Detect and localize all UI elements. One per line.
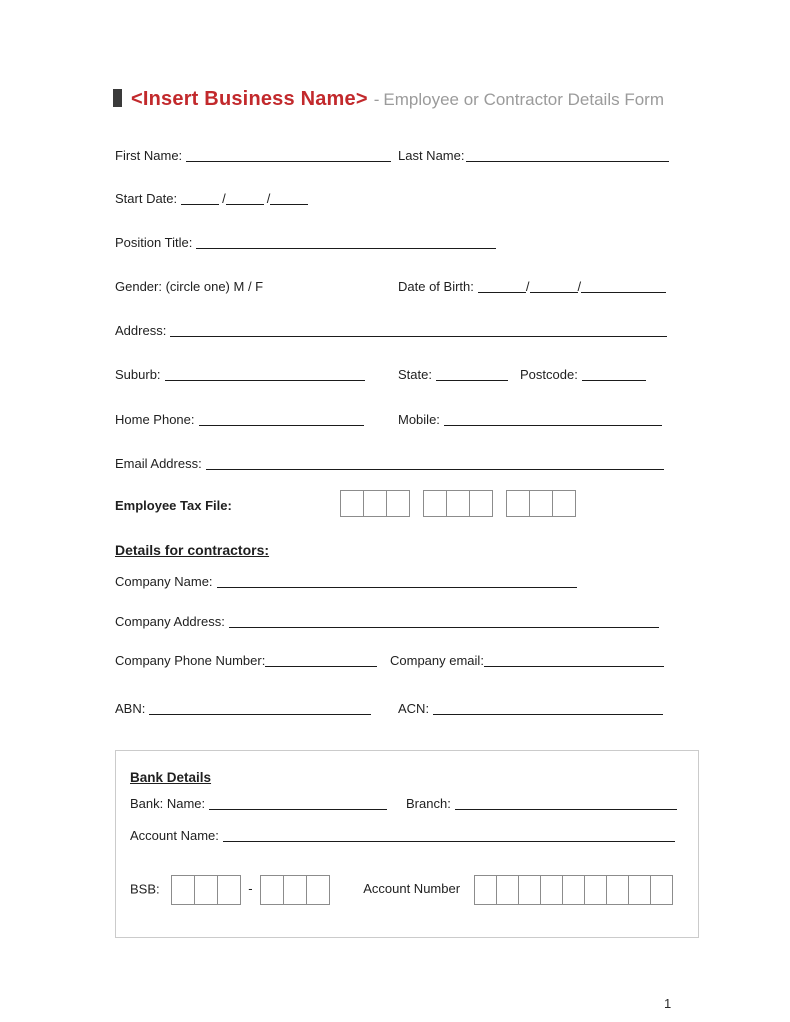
digit-cell[interactable] (306, 875, 330, 905)
company-name-label: Company Name: (115, 574, 213, 589)
dob-day-field[interactable] (478, 280, 526, 293)
abn-label: ABN: (115, 701, 146, 716)
digit-cell[interactable] (628, 875, 651, 905)
bank-name-branch-row (130, 795, 451, 812)
company-name-row (115, 573, 700, 590)
company-email-field[interactable] (484, 654, 664, 667)
bsb-account-number-row (130, 875, 673, 905)
account-number-label: Account Number (363, 881, 461, 897)
postcode-field[interactable] (582, 368, 646, 381)
mobile-field[interactable] (444, 413, 662, 426)
bsb-separator: - (248, 881, 253, 897)
account-name-row (130, 827, 675, 844)
digit-cell[interactable] (506, 490, 530, 517)
tax-file-row (115, 497, 700, 514)
mobile-label: Mobile: (398, 412, 440, 427)
position-title-row (115, 234, 700, 251)
bank-details-heading: Bank Details (130, 770, 212, 785)
digit-cell[interactable] (283, 875, 307, 905)
first-name-field[interactable] (186, 149, 391, 162)
bank-details-box (115, 750, 699, 938)
email-address-label: Email Address: (115, 456, 202, 471)
email-row (115, 455, 700, 472)
date-of-birth-label: Date of Birth: (398, 279, 474, 294)
digit-cell[interactable] (606, 875, 629, 905)
contractors-section-heading-row (115, 542, 700, 559)
gender-dob-row (115, 278, 700, 295)
account-number-boxes (474, 875, 673, 905)
abn-field[interactable] (149, 702, 371, 715)
suburb-label: Suburb: (115, 367, 161, 382)
company-phone-label: Company Phone Number: (115, 653, 266, 668)
company-address-label: Company Address: (115, 614, 225, 629)
home-phone-label: Home Phone: (115, 412, 195, 427)
company-name-field[interactable] (217, 575, 577, 588)
name-row (115, 147, 700, 164)
email-address-field[interactable] (206, 457, 664, 470)
digit-cell[interactable] (469, 490, 493, 517)
form-header (113, 88, 664, 111)
branch-label: Branch: (406, 796, 451, 811)
date-slash: / (525, 279, 530, 294)
digit-cell[interactable] (474, 875, 497, 905)
tax-file-boxes (340, 490, 576, 517)
digit-cell[interactable] (260, 875, 284, 905)
start-date-year-field[interactable] (270, 192, 308, 205)
digit-cell[interactable] (363, 490, 387, 517)
date-slash: / (577, 279, 582, 294)
start-date-month-field[interactable] (226, 192, 264, 205)
digit-cell[interactable] (194, 875, 218, 905)
last-name-label: Last Name: (398, 148, 465, 163)
account-name-label: Account Name: (130, 828, 219, 843)
suburb-field[interactable] (165, 368, 365, 381)
digit-cell[interactable] (650, 875, 673, 905)
tax-file-boxes-group-2 (423, 490, 493, 517)
business-name-placeholder: <Insert Business Name> (131, 88, 368, 110)
bank-name-label: Bank: Name: (130, 796, 206, 811)
tax-file-boxes-group-1 (340, 490, 410, 517)
address-field[interactable] (170, 324, 667, 337)
branch-field[interactable] (455, 797, 677, 810)
account-name-field[interactable] (223, 829, 675, 842)
digit-cell[interactable] (340, 490, 364, 517)
company-email-label: Company email: (390, 653, 484, 668)
company-phone-field[interactable] (265, 654, 377, 667)
employee-tax-file-label: Employee Tax File: (115, 498, 232, 513)
digit-cell[interactable] (171, 875, 195, 905)
gender-label: Gender: (circle one) (115, 279, 230, 294)
acn-field[interactable] (433, 702, 663, 715)
digit-cell[interactable] (562, 875, 585, 905)
digit-cell[interactable] (540, 875, 563, 905)
digit-cell[interactable] (423, 490, 447, 517)
company-address-field[interactable] (229, 615, 659, 628)
suburb-state-postcode-row (115, 366, 700, 383)
postcode-label: Postcode: (520, 367, 578, 382)
contractors-heading: Details for contractors: (115, 542, 270, 558)
digit-cell[interactable] (584, 875, 607, 905)
state-field[interactable] (436, 368, 508, 381)
date-slash: / (222, 191, 226, 206)
company-phone-email-row (115, 652, 700, 669)
digit-cell[interactable] (386, 490, 410, 517)
bsb-boxes-group-1 (171, 875, 241, 905)
acn-label: ACN: (398, 701, 430, 716)
digit-cell[interactable] (217, 875, 241, 905)
header-separator: - (373, 90, 380, 109)
digit-cell[interactable] (529, 490, 553, 517)
header-bar-icon (113, 89, 122, 107)
digit-cell[interactable] (496, 875, 519, 905)
phone-row (115, 411, 700, 428)
dob-month-field[interactable] (530, 280, 578, 293)
dob-year-field[interactable] (581, 280, 666, 293)
gender-options[interactable]: M / F (233, 279, 264, 294)
address-row (115, 322, 700, 339)
address-label: Address: (115, 323, 167, 338)
position-title-label: Position Title: (115, 235, 193, 250)
page-number: 1 (664, 996, 672, 1011)
date-slash: / (266, 191, 271, 206)
digit-cell[interactable] (552, 490, 576, 517)
start-date-row (115, 190, 700, 207)
abn-acn-row (115, 700, 700, 717)
company-address-row (115, 613, 700, 630)
bank-heading-row (130, 769, 211, 786)
start-date-label: Start Date: (115, 191, 178, 206)
state-label: State: (398, 367, 432, 382)
bsb-label: BSB: (130, 881, 160, 897)
form-title: Employee or Contractor Details Form (383, 90, 664, 109)
first-name-label: First Name: (115, 148, 183, 163)
last-name-field[interactable] (466, 149, 669, 162)
start-date-day-field[interactable] (181, 192, 219, 205)
bsb-boxes-group-2 (260, 875, 330, 905)
digit-cell[interactable] (518, 875, 541, 905)
home-phone-field[interactable] (199, 413, 364, 426)
tax-file-boxes-group-3 (506, 490, 576, 517)
bank-name-field[interactable] (209, 797, 387, 810)
digit-cell[interactable] (446, 490, 470, 517)
position-title-field[interactable] (196, 236, 496, 249)
